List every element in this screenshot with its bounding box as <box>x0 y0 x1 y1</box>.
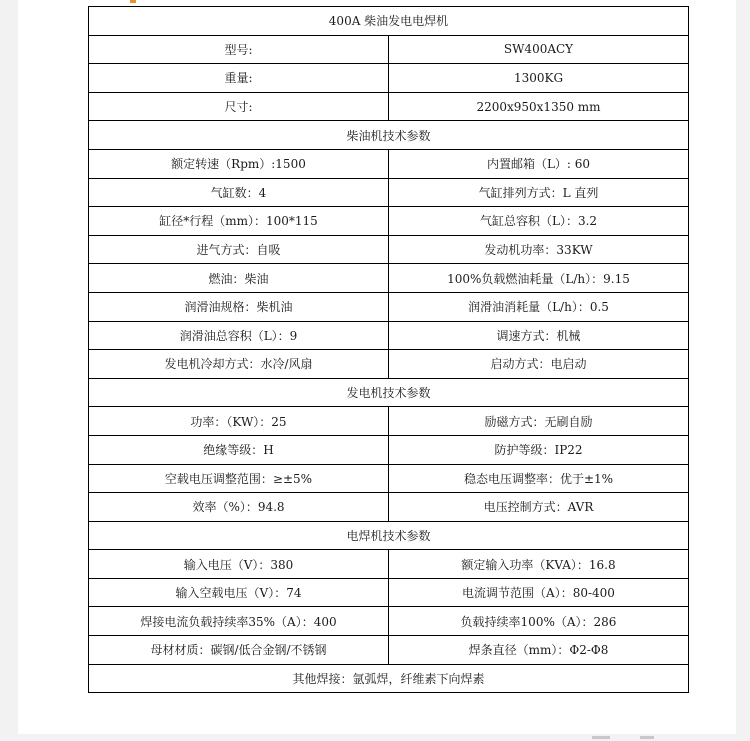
table-row <box>89 235 689 264</box>
spec-cell: 发电机冷却方式：水冷/风扇 <box>89 350 389 379</box>
spec-cell: 励磁方式：无刷自励 <box>389 407 689 436</box>
spec-cell: 内置邮箱（L）: 60 <box>389 149 689 178</box>
spec-cell: 电压控制方式：AVR <box>389 493 689 522</box>
basic-row <box>89 35 689 64</box>
spec-cell: 启动方式：电启动 <box>389 350 689 379</box>
table-row <box>89 636 689 665</box>
table-row <box>89 292 689 321</box>
table-row <box>89 264 689 293</box>
section-header-row <box>89 521 689 550</box>
spec-cell: 输入电压（V）：380 <box>89 550 389 579</box>
section-header-row <box>89 378 689 407</box>
document-page <box>18 0 736 734</box>
spec-cell: 输入空载电压（V）：74 <box>89 578 389 607</box>
spec-cell: 功率：（KW）：25 <box>89 407 389 436</box>
spec-cell: 100%负载燃油耗量（L/h）：9.15 <box>389 264 689 293</box>
basic-value: 1300KG <box>389 64 689 93</box>
spec-cell: 母材材质：碳钢/低合金钢/不锈钢 <box>89 636 389 665</box>
bottom-edge-mark <box>592 736 610 739</box>
spec-cell: 防护等级：IP22 <box>389 435 689 464</box>
spec-cell: 润滑油规格：柴机油 <box>89 292 389 321</box>
basic-row <box>89 64 689 93</box>
section-header-row <box>89 121 689 150</box>
title-row <box>89 7 689 36</box>
spec-cell: 气缸排列方式：L 直列 <box>389 178 689 207</box>
spec-cell: 气缸总容积（L）：3.2 <box>389 207 689 236</box>
bottom-edge-mark <box>640 736 654 739</box>
spec-cell: 稳态电压调整率：优于±1% <box>389 464 689 493</box>
table-row <box>89 407 689 436</box>
table-row <box>89 350 689 379</box>
table-row <box>89 607 689 636</box>
spec-cell: 进气方式：自吸 <box>89 235 389 264</box>
basic-value: SW400ACY <box>389 35 689 64</box>
spec-cell: 电流调节范围（A）：80-400 <box>389 578 689 607</box>
table-row <box>89 493 689 522</box>
spec-cell: 缸径*行程（mm）：100*115 <box>89 207 389 236</box>
table-row <box>89 149 689 178</box>
spec-cell: 额定转速（Rpm）:1500 <box>89 149 389 178</box>
table-row <box>89 435 689 464</box>
table-row <box>89 550 689 579</box>
welder-section-header: 电焊机技术参数 <box>89 521 689 550</box>
generator-section-header: 发电机技术参数 <box>89 378 689 407</box>
spec-cell: 润滑油消耗量（L/h）：0.5 <box>389 292 689 321</box>
table-row <box>89 578 689 607</box>
basic-label: 尺寸: <box>89 92 389 121</box>
spec-table <box>88 6 689 693</box>
spec-cell: 燃油：柴油 <box>89 264 389 293</box>
table-row <box>89 178 689 207</box>
basic-value: 2200x950x1350 mm <box>389 92 689 121</box>
basic-label: 重量: <box>89 64 389 93</box>
spec-cell: 气缸数：4 <box>89 178 389 207</box>
table-row <box>89 464 689 493</box>
top-accent-mark <box>130 0 136 3</box>
spec-cell: 调速方式：机械 <box>389 321 689 350</box>
footer-row <box>89 664 689 693</box>
spec-cell: 绝缘等级：H <box>89 435 389 464</box>
welder-footer-note: 其他焊接：氩弧焊，纤维素下向焊素 <box>89 664 689 693</box>
spec-cell: 焊条直径（mm）：Φ2-Φ8 <box>389 636 689 665</box>
basic-row <box>89 92 689 121</box>
spec-cell: 焊接电流负载持续率35%（A）：400 <box>89 607 389 636</box>
spec-cell: 润滑油总容积（L）：9 <box>89 321 389 350</box>
diesel-section-header: 柴油机技术参数 <box>89 121 689 150</box>
spec-cell: 效率（%）：94.8 <box>89 493 389 522</box>
table-row <box>89 207 689 236</box>
basic-label: 型号: <box>89 35 389 64</box>
spec-cell: 空载电压调整范围：≥±5% <box>89 464 389 493</box>
table-row <box>89 321 689 350</box>
spec-cell: 发动机功率：33KW <box>389 235 689 264</box>
spec-cell: 负载持续率100%（A）：286 <box>389 607 689 636</box>
table-title: 400A 柴油发电电焊机 <box>89 7 689 36</box>
spec-cell: 额定输入功率（KVA）：16.8 <box>389 550 689 579</box>
